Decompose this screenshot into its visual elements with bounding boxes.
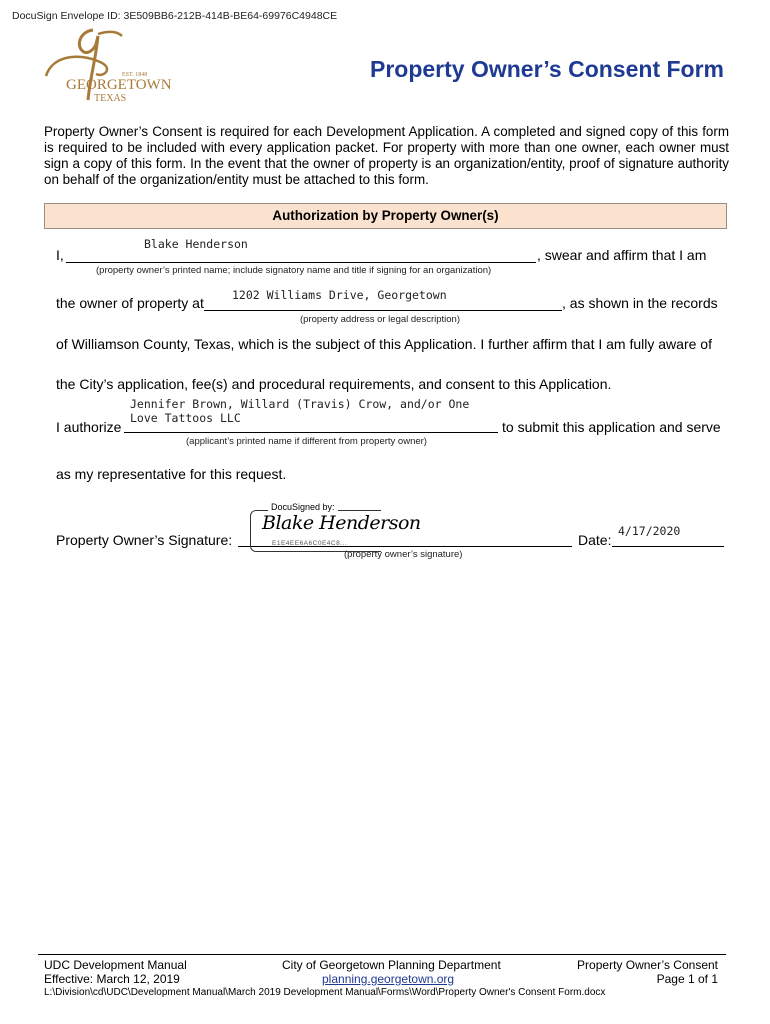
signature-image: Blake Henderson <box>262 512 421 534</box>
footer-effective: Effective: March 12, 2019 <box>44 972 180 986</box>
logo-est-text: EST. 1848 <box>122 72 148 78</box>
line6-text: as my representative for this request. <box>56 466 287 482</box>
footer-department: City of Georgetown Planning Department <box>282 958 501 972</box>
footer-manual: UDC Development Manual <box>44 958 187 972</box>
footer-page-number: Page 1 of 1 <box>656 972 718 986</box>
owner-name-caption: (property owner’s printed name; include signatory name and title if signing for an organization) <box>96 265 492 276</box>
georgetown-logo <box>38 28 188 108</box>
logo-city-text: GEORGETOWN <box>66 77 172 93</box>
line1-prefix: I, <box>56 247 64 263</box>
form-title: Property Owner’s Consent Form <box>369 56 724 82</box>
line5-suffix: to submit this application and serve <box>502 419 721 435</box>
applicant-underline <box>124 432 498 433</box>
intro-paragraph: Property Owner’s Consent is required for each Development Application. A completed and signed copy of this form is required to be included with every application packet. For property with more than one owner, each owner must sign a copy of this form. In the event that the owner of property is an organization/entity, proof of signature authority on behalf of the organization/entity must be attached to this form. <box>44 124 729 187</box>
line2-suffix: , as shown in the records <box>562 295 718 311</box>
applicant-name-line2[interactable]: Love Tattoos LLC <box>130 411 241 425</box>
section-header: Authorization by Property Owner(s) <box>44 203 727 229</box>
property-address-field[interactable]: 1202 Williams Drive, Georgetown <box>232 288 447 302</box>
docusign-envelope-id: DocuSign Envelope ID: 3E509BB6-212B-414B-BE64-69976C4948CE <box>12 10 338 22</box>
line4-text: the City’s application, fee(s) and procedural requirements, and consent to this Application. <box>56 376 612 392</box>
date-label: Date: <box>578 532 612 548</box>
applicant-caption: (applicant’s printed name if different from property owner) <box>186 436 427 447</box>
docusigned-by-label: DocuSigned by: <box>268 502 338 512</box>
applicant-name-line1[interactable]: Jennifer Brown, Willard (Travis) Crow, and/or One <box>130 397 470 411</box>
signature-caption: (property owner’s signature) <box>344 549 463 560</box>
signature-label: Property Owner’s Signature: <box>56 532 233 548</box>
line1-suffix: , swear and affirm that I am <box>537 247 707 263</box>
logo-state-text: TEXAS <box>94 93 127 104</box>
date-underline <box>612 546 724 547</box>
owner-name-field[interactable]: Blake Henderson <box>144 237 248 251</box>
owner-name-underline <box>66 262 536 263</box>
footer-divider <box>38 954 726 955</box>
footer-doc-name: Property Owner’s Consent <box>577 958 718 972</box>
address-underline <box>204 310 562 311</box>
line2-prefix: the owner of property at <box>56 295 204 311</box>
date-field[interactable]: 4/17/2020 <box>618 524 681 538</box>
signature-id: E1E4EE6A6C0E4C8... <box>272 540 348 547</box>
line3-text: of Williamson County, Texas, which is the subject of this Application. I further affirm that I am fully aware of <box>56 336 712 352</box>
footer-website-link[interactable]: planning.georgetown.org <box>322 972 455 986</box>
footer-file-path: L:\Division\cd\UDC\Development Manual\March 2019 Development Manual\Forms\Word\Property Owner's Consent Form.docx <box>44 987 606 998</box>
address-caption: (property address or legal description) <box>300 314 460 325</box>
line5-prefix: I authorize <box>56 419 122 435</box>
